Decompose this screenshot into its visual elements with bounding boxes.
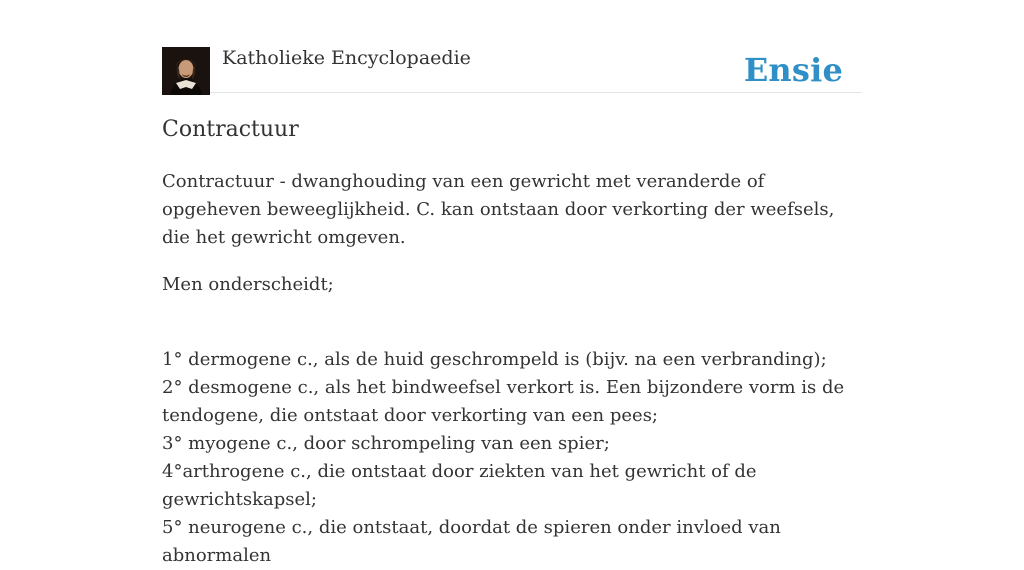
article-lead: Men onderscheidt; <box>162 274 334 295</box>
list-spacer <box>162 318 862 346</box>
site-name[interactable]: Katholieke Encyclopaedie <box>222 47 471 69</box>
article-list <box>162 318 862 570</box>
article-title: Contractuur <box>162 117 299 142</box>
site-header <box>162 46 862 93</box>
list-item: 4°arthrogene c., die ontstaat door ziekten van het gewricht of de gewrichtskapsel; <box>162 461 757 510</box>
article-body <box>162 168 862 570</box>
article-intro: Contractuur - dwanghouding van een gewricht met veranderde of opgeheven beweeglijkheid. C. kan ontstaan door verkorting der weefsels, die het gewricht omgeven. <box>162 171 835 248</box>
portrait-avatar-icon[interactable] <box>162 47 210 95</box>
ensie-logo[interactable]: Ensie <box>743 51 843 89</box>
list-item: 5° neurogene c., die ontstaat, doordat de spieren onder invloed van abnormalen <box>162 517 781 566</box>
list-item: 3° myogene c., door schrompeling van een spier; <box>162 433 610 454</box>
list-item: 2° desmogene c., als het bindweefsel verkort is. Een bijzondere vorm is de tendogene, die ontstaat door verkorting van een pees; <box>162 377 845 426</box>
list-item: 1° dermogene c., als de huid geschrompeld is (bijv. na een verbranding); <box>162 349 827 370</box>
